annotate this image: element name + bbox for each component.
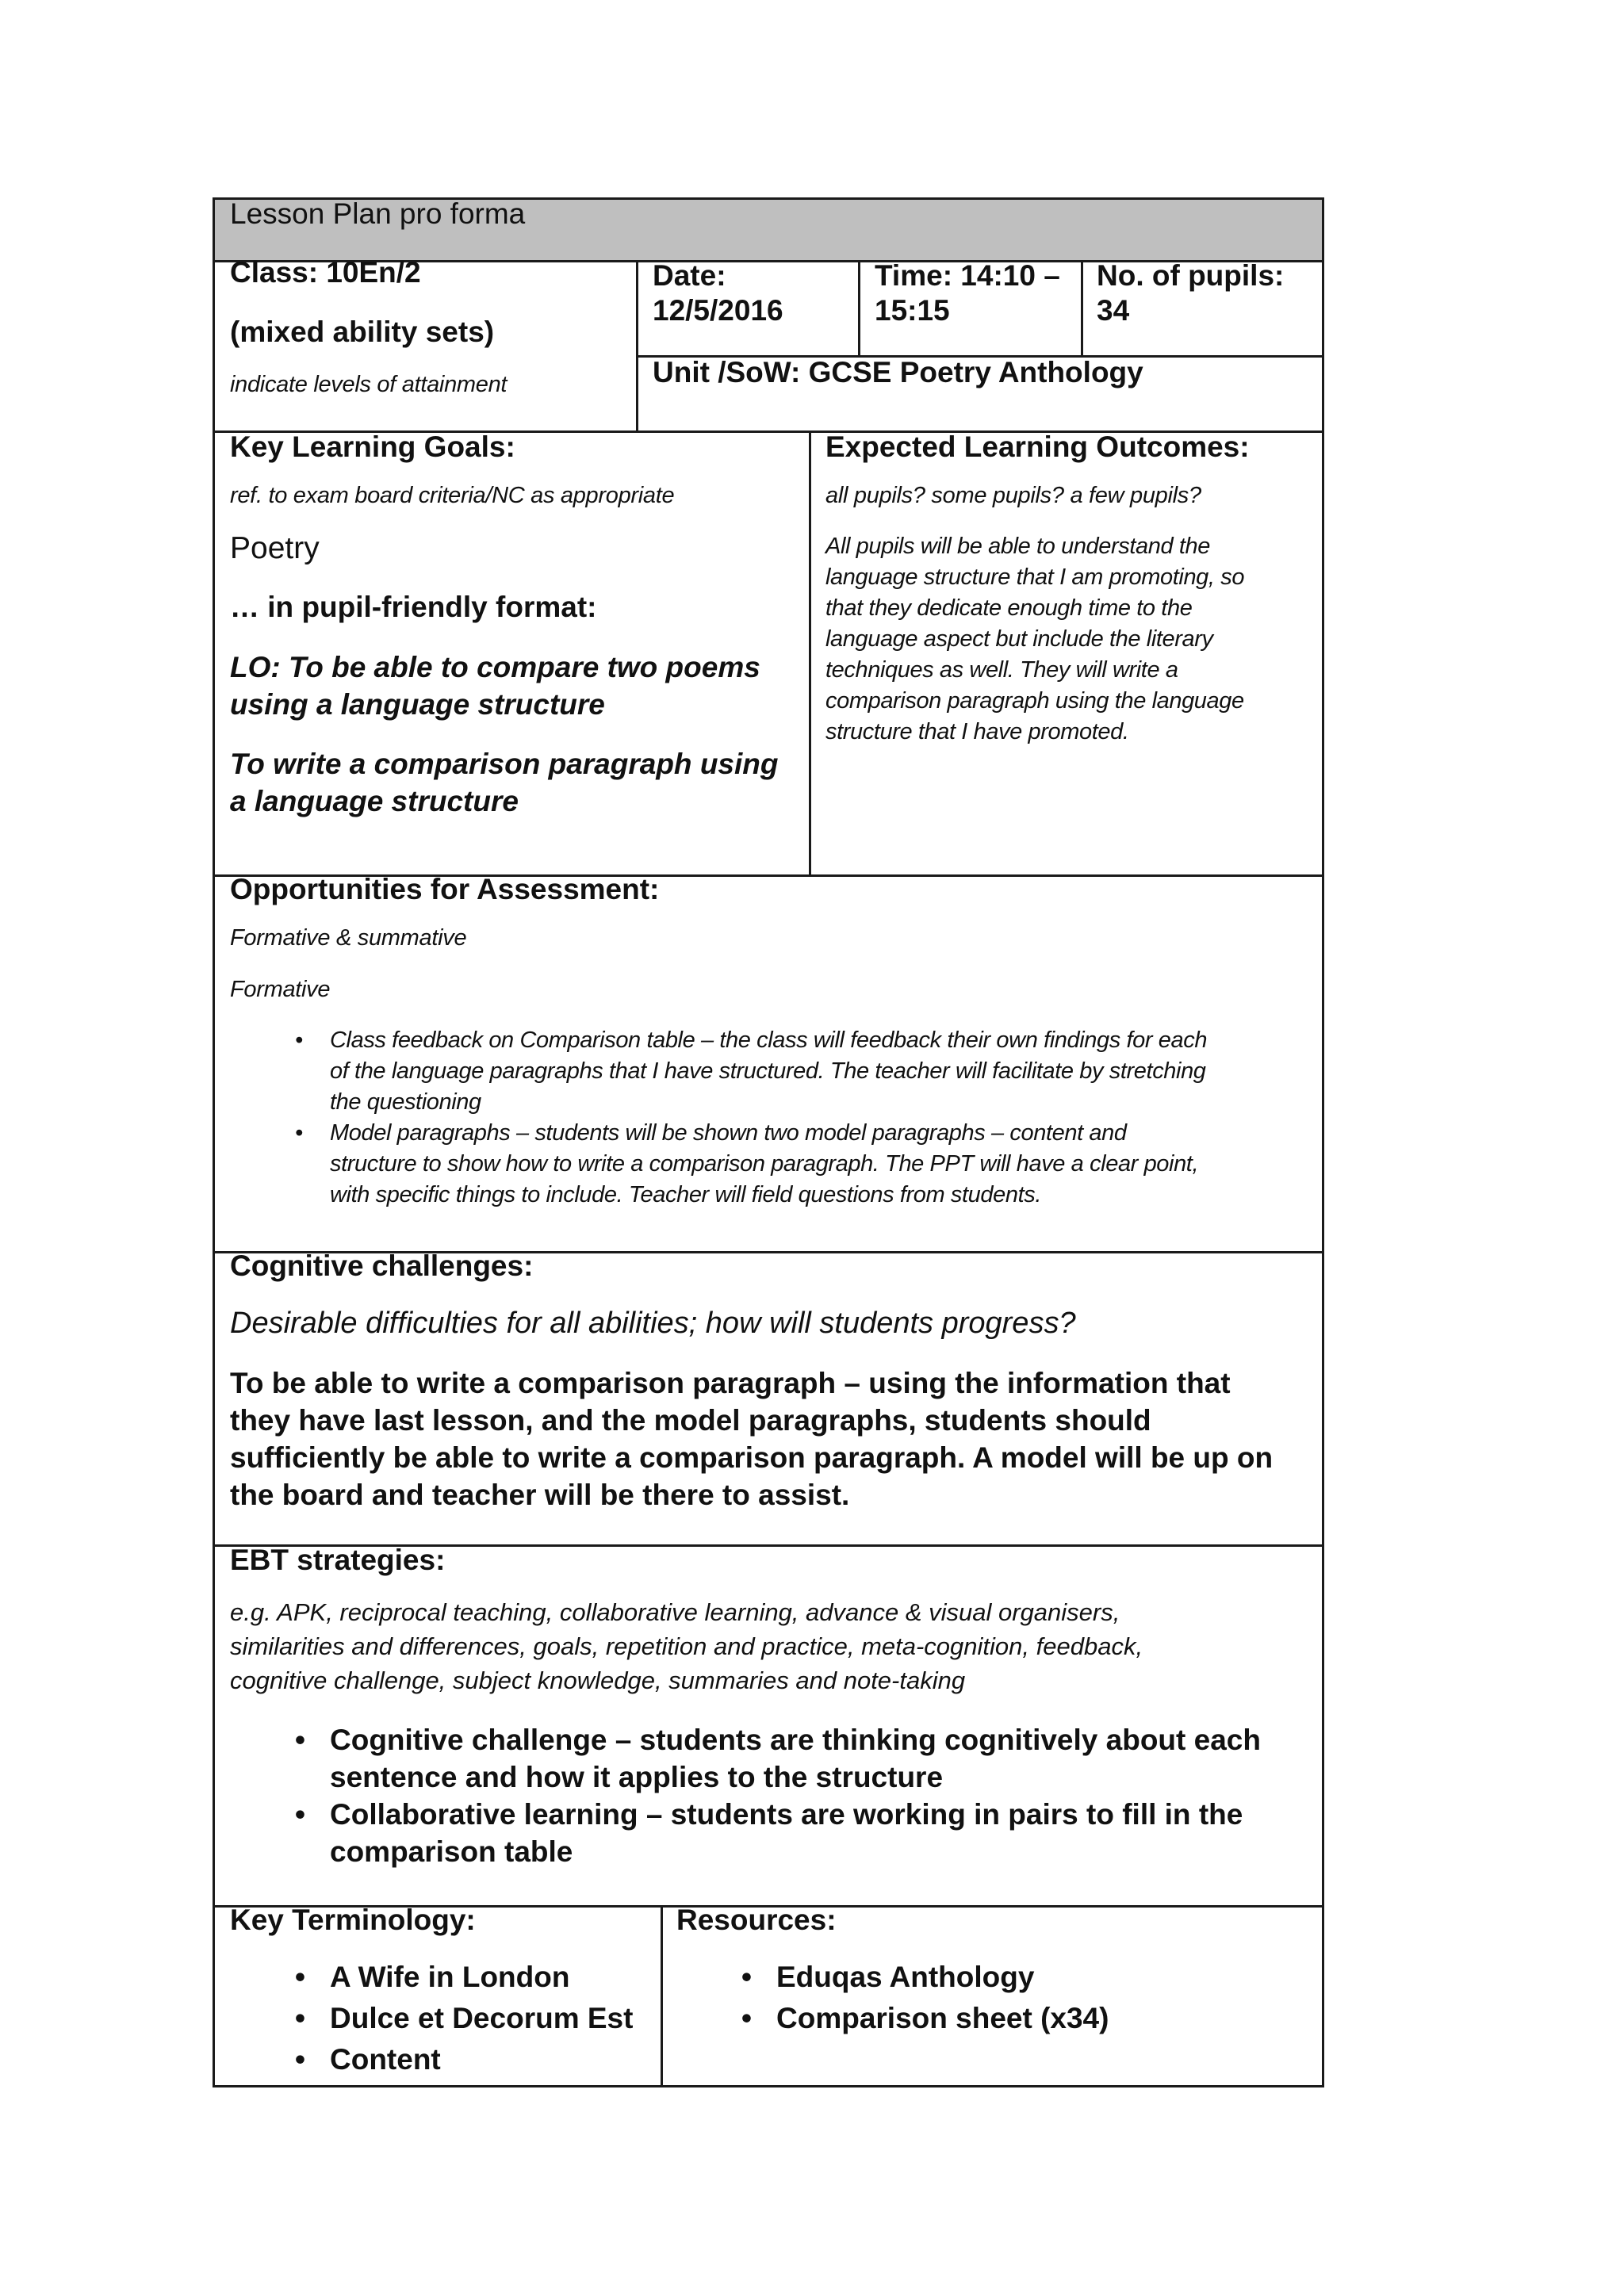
pupils-cell xyxy=(1097,258,1284,328)
page-title: Lesson Plan pro forma xyxy=(230,197,526,230)
pupils-value: 34 xyxy=(1097,294,1130,327)
divider xyxy=(858,260,860,357)
goals-ref: ref. to exam board criteria/NC as appropriate xyxy=(230,483,675,508)
list-item: • Dulce et Decorum Est xyxy=(230,1998,650,2039)
cognitive-prompt: Desirable difficulties for all abilities; how will students progress? xyxy=(230,1307,1076,1340)
date-value: 12/5/2016 xyxy=(653,294,783,327)
list-item: • Content xyxy=(230,2039,650,2080)
list-item: • A Wife in London xyxy=(230,1957,650,1998)
ebt-cell xyxy=(230,1543,1316,1870)
divider xyxy=(1081,260,1083,357)
unit-label: Unit /SoW: GCSE Poetry Anthology xyxy=(653,356,1143,388)
date-cell xyxy=(653,258,783,328)
time-cell xyxy=(875,258,1060,328)
time-end: 15:15 xyxy=(875,294,950,327)
outcomes-text: All pupils will be able to understand the language structure that I am promoting, so that they dedicate enough time to the language aspect but include the literary techniques as well. They will write a comparison paragraph using the language structure that I have promoted. xyxy=(825,534,1245,744)
ebt-heading: EBT strategies: xyxy=(230,1544,446,1576)
assessment-heading: Opportunities for Assessment: xyxy=(230,873,660,905)
list-item: • Cognitive challenge – students are thinking cognitively about each sentence and how it applies to the structure xyxy=(230,1721,1316,1796)
divider xyxy=(661,1905,663,2087)
lo-1: LO: To be able to compare two poems using a language structure xyxy=(230,651,760,721)
cognitive-cell xyxy=(230,1249,1316,1513)
resources-cell xyxy=(676,1903,1311,2039)
goals-cell xyxy=(230,430,801,820)
terminology-cell xyxy=(230,1903,650,2080)
pupils-label: No. of pupils: xyxy=(1097,259,1285,292)
assessment-type: Formative & summative xyxy=(230,925,467,951)
outcomes-heading: Expected Learning Outcomes: xyxy=(825,430,1250,463)
outcomes-prompt: all pupils? some pupils? a few pupils? xyxy=(825,483,1201,508)
lo-2: To write a comparison paragraph using a language structure xyxy=(230,748,779,817)
list-item: • Collaborative learning – students are working in pairs to fill in the comparison table xyxy=(230,1796,1316,1870)
goals-heading: Key Learning Goals: xyxy=(230,430,515,463)
terminology-list xyxy=(230,1957,650,2080)
divider xyxy=(636,260,638,432)
assessment-cell xyxy=(230,872,1316,1211)
ebt-examples: e.g. APK, reciprocal teaching, collaborative learning, advance & visual organisers, similarities and differences, goals, repetition and practice, meta-cognition, feedback, cognitive challenge, subject knowledge, summaries and note-taking xyxy=(230,1598,1143,1694)
terminology-heading: Key Terminology: xyxy=(230,1904,476,1936)
list-item: • Model paragraphs – students will be shown two model paragraphs – content and structure to show how to write a comparison paragraph. The PPT will have a clear point, with specific things to include. Teacher will field questions from students. xyxy=(230,1118,1316,1211)
ebt-bullets xyxy=(230,1721,1316,1870)
sets-label: (mixed ability sets) xyxy=(230,316,495,348)
cognitive-heading: Cognitive challenges: xyxy=(230,1249,534,1282)
class-cell xyxy=(230,255,507,400)
divider xyxy=(809,430,811,876)
time-label: Time: 14:10 – xyxy=(875,259,1060,292)
cognitive-text: To be able to write a comparison paragraph – using the information that they have last lesson, and the model paragraphs, students should sufficiently be able to write a comparison paragraph. A model will be up on the board and teacher will be there to assist. xyxy=(230,1367,1274,1511)
outcomes-cell xyxy=(825,430,1317,748)
list-item: • Comparison sheet (x34) xyxy=(676,1998,1311,2039)
list-item: • Eduqas Anthology xyxy=(676,1957,1311,1998)
resources-list xyxy=(676,1957,1311,2039)
assessment-bullets xyxy=(230,1025,1316,1211)
class-label: Class: 10En/2 xyxy=(230,256,421,289)
goals-subject: Poetry xyxy=(230,531,320,565)
goals-pupil-friendly: … in pupil-friendly format: xyxy=(230,591,597,623)
date-label: Date: xyxy=(653,259,726,292)
list-item: • Class feedback on Comparison table – the class will feedback their own findings for each of the language paragraphs that I have structured. The teacher will facilitate by stretching the questioning xyxy=(230,1025,1316,1118)
levels-note: indicate levels of attainment xyxy=(230,372,508,397)
assessment-sub: Formative xyxy=(230,977,331,1002)
resources-heading: Resources: xyxy=(676,1904,837,1936)
